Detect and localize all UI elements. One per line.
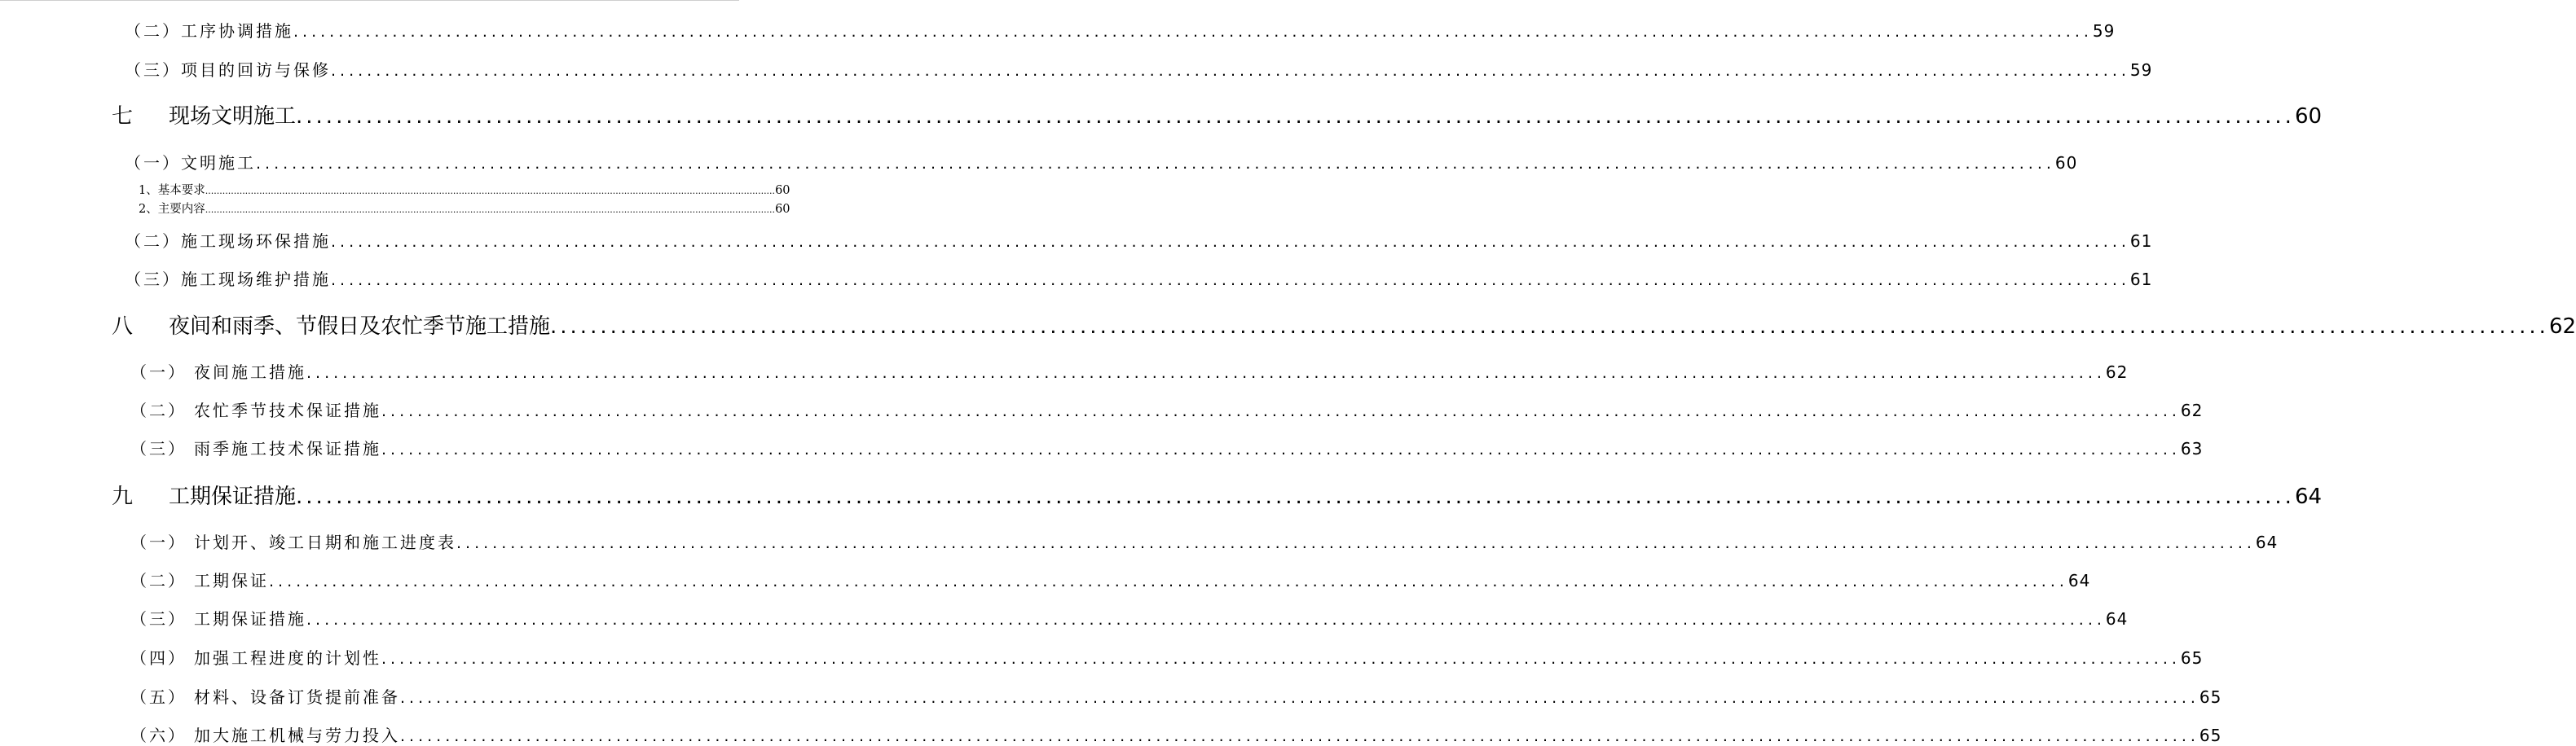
toc-leader-dots: ........................................................................................................................................................................................................: [306, 364, 2106, 382]
toc-chapter-title: 现场文明施工: [169, 104, 297, 129]
toc-entry-page: 61: [2129, 231, 2153, 251]
toc-entry[interactable]: [130, 359, 2129, 383]
toc-entry-number: （二）: [125, 21, 181, 41]
toc-chapter[interactable]: [112, 309, 2576, 340]
toc-item[interactable]: [139, 200, 790, 217]
toc-entry-page: 60: [2054, 153, 2078, 173]
toc-entry-title: 雨季施工技术保证措施: [194, 439, 381, 459]
toc-item-title: 主要内容: [157, 203, 205, 216]
toc-entry[interactable]: [125, 266, 2153, 290]
toc-entry-number: （五）: [130, 687, 187, 707]
toc-entry-title: 夜间施工措施: [194, 362, 306, 382]
toc-chapter-number: 九: [112, 485, 134, 509]
toc-entry-title: 文明施工: [181, 153, 256, 173]
toc-entry-page: 63: [2180, 439, 2204, 459]
top-border: [0, 0, 739, 1]
toc-entry[interactable]: [125, 18, 2116, 42]
toc-entry-page: 62: [2180, 401, 2204, 420]
toc-leader-dots: ........................................................................................................................................................................................................: [331, 62, 2130, 80]
toc-entry-page: 61: [2129, 270, 2153, 289]
toc-leader-dots: ........................................................................................................................................................................................................: [306, 611, 2106, 629]
toc-entry[interactable]: [130, 397, 2204, 421]
toc-entry-title: 施工现场环保措施: [181, 231, 331, 251]
toc-entry[interactable]: [130, 645, 2204, 669]
toc-entry-title: 项目的回访与保修: [181, 60, 331, 80]
toc-entry[interactable]: [125, 228, 2153, 252]
toc-entry-title: 农忙季节技术保证措施: [194, 401, 381, 420]
toc-entry-page: 65: [2199, 687, 2222, 707]
toc-entry-page: 64: [2105, 609, 2129, 629]
toc-entry-title: 工期保证: [194, 571, 269, 590]
toc-leader-dots: ........................................................................................................................................................................................................: [381, 650, 2181, 668]
toc-entry-number: （一）: [130, 533, 187, 552]
toc-leader-dots: ........................................................................................................................................................................................................: [256, 155, 2055, 173]
toc-entry-title: 加强工程进度的计划性: [194, 648, 381, 668]
toc-leader-dots: ........................................................................................................................................................................................................: [381, 402, 2181, 420]
toc-entry[interactable]: [130, 436, 2204, 459]
toc-item-page: 60: [775, 184, 790, 197]
toc-leader-dots: ........................................................................................................................................................................................................: [400, 727, 2200, 745]
toc-chapter-number: 七: [112, 104, 134, 129]
toc-chapter-page: 60: [2294, 104, 2323, 129]
toc-entry-number: （四）: [130, 648, 187, 668]
toc-chapter[interactable]: [112, 480, 2323, 510]
toc-item-page: 60: [775, 203, 790, 216]
toc-entry-number: （一）: [130, 362, 187, 382]
toc-entry-page: 64: [2255, 533, 2279, 552]
toc-entry-number: （二）: [130, 401, 187, 420]
toc-entry[interactable]: [130, 606, 2129, 630]
toc-entry-number: （六）: [130, 726, 187, 745]
toc-entry-number: （二）: [125, 231, 181, 251]
toc-entry[interactable]: [125, 150, 2078, 173]
toc-leader-dots: ........................................................................................................................................................................................................: [550, 314, 2549, 339]
toc-leader-dots: ........................................................................................................................................................................................................: [331, 233, 2130, 251]
toc-entry-page: 64: [2067, 571, 2091, 590]
toc-entry[interactable]: [130, 722, 2222, 746]
toc-entry-number: （二）: [130, 571, 187, 590]
toc-leader-dots: ........................................................................................................................................................................................................: [205, 186, 776, 196]
toc-entry-number: （三）: [130, 439, 187, 459]
toc-leader-dots: ........................................................................................................................................................................................................: [296, 485, 2295, 509]
toc-chapter-page: 64: [2294, 485, 2323, 509]
toc-chapter[interactable]: [112, 99, 2323, 129]
toc-entry-page: 59: [2129, 60, 2153, 80]
toc-entry-title: 计划开、竣工日期和施工进度表: [194, 533, 456, 552]
toc-entry-number: （三）: [125, 270, 181, 289]
toc-item-number: 1、: [139, 184, 158, 197]
toc-leader-dots: ........................................................................................................................................................................................................: [381, 441, 2181, 459]
toc-entry-page: 59: [2092, 21, 2116, 41]
toc-leader-dots: ........................................................................................................................................................................................................: [400, 689, 2200, 707]
toc-chapter-number: 八: [112, 314, 134, 339]
toc-entry[interactable]: [130, 529, 2279, 553]
toc-leader-dots: ........................................................................................................................................................................................................: [293, 23, 2093, 41]
toc-entry-title: 加大施工机械与劳力投入: [194, 726, 400, 745]
toc-entry-number: （一）: [125, 153, 181, 173]
toc-item[interactable]: [139, 181, 790, 198]
toc-entry-title: 材料、设备订货提前准备: [194, 687, 400, 707]
toc-entry-title: 施工现场维护措施: [181, 270, 331, 289]
toc-leader-dots: ........................................................................................................................................................................................................: [456, 534, 2256, 552]
toc-item-number: 2、: [139, 203, 158, 216]
toc-entry[interactable]: [125, 57, 2153, 81]
toc-entry-title: 工期保证措施: [194, 609, 306, 629]
toc-entry-number: （三）: [125, 60, 181, 80]
toc-leader-dots: ........................................................................................................................................................................................................: [331, 271, 2130, 289]
toc-chapter-page: 62: [2548, 314, 2576, 339]
toc-entry-number: （三）: [130, 609, 187, 629]
toc-leader-dots: ........................................................................................................................................................................................................: [296, 104, 2295, 129]
toc-entry-page: 62: [2105, 362, 2129, 382]
toc-chapter-title: 夜间和雨季、节假日及农忙季节施工措施: [169, 314, 551, 339]
toc-entry-title: 工序协调措施: [181, 21, 293, 41]
toc-entry-page: 65: [2199, 726, 2222, 745]
toc-entry[interactable]: [130, 684, 2222, 708]
toc-leader-dots: ........................................................................................................................................................................................................: [269, 573, 2068, 590]
toc-entry-page: 65: [2180, 648, 2204, 668]
toc-chapter-title: 工期保证措施: [169, 485, 297, 509]
toc-entry[interactable]: [130, 568, 2091, 591]
toc-leader-dots: ........................................................................................................................................................................................................: [205, 204, 776, 215]
toc-item-title: 基本要求: [157, 184, 205, 197]
